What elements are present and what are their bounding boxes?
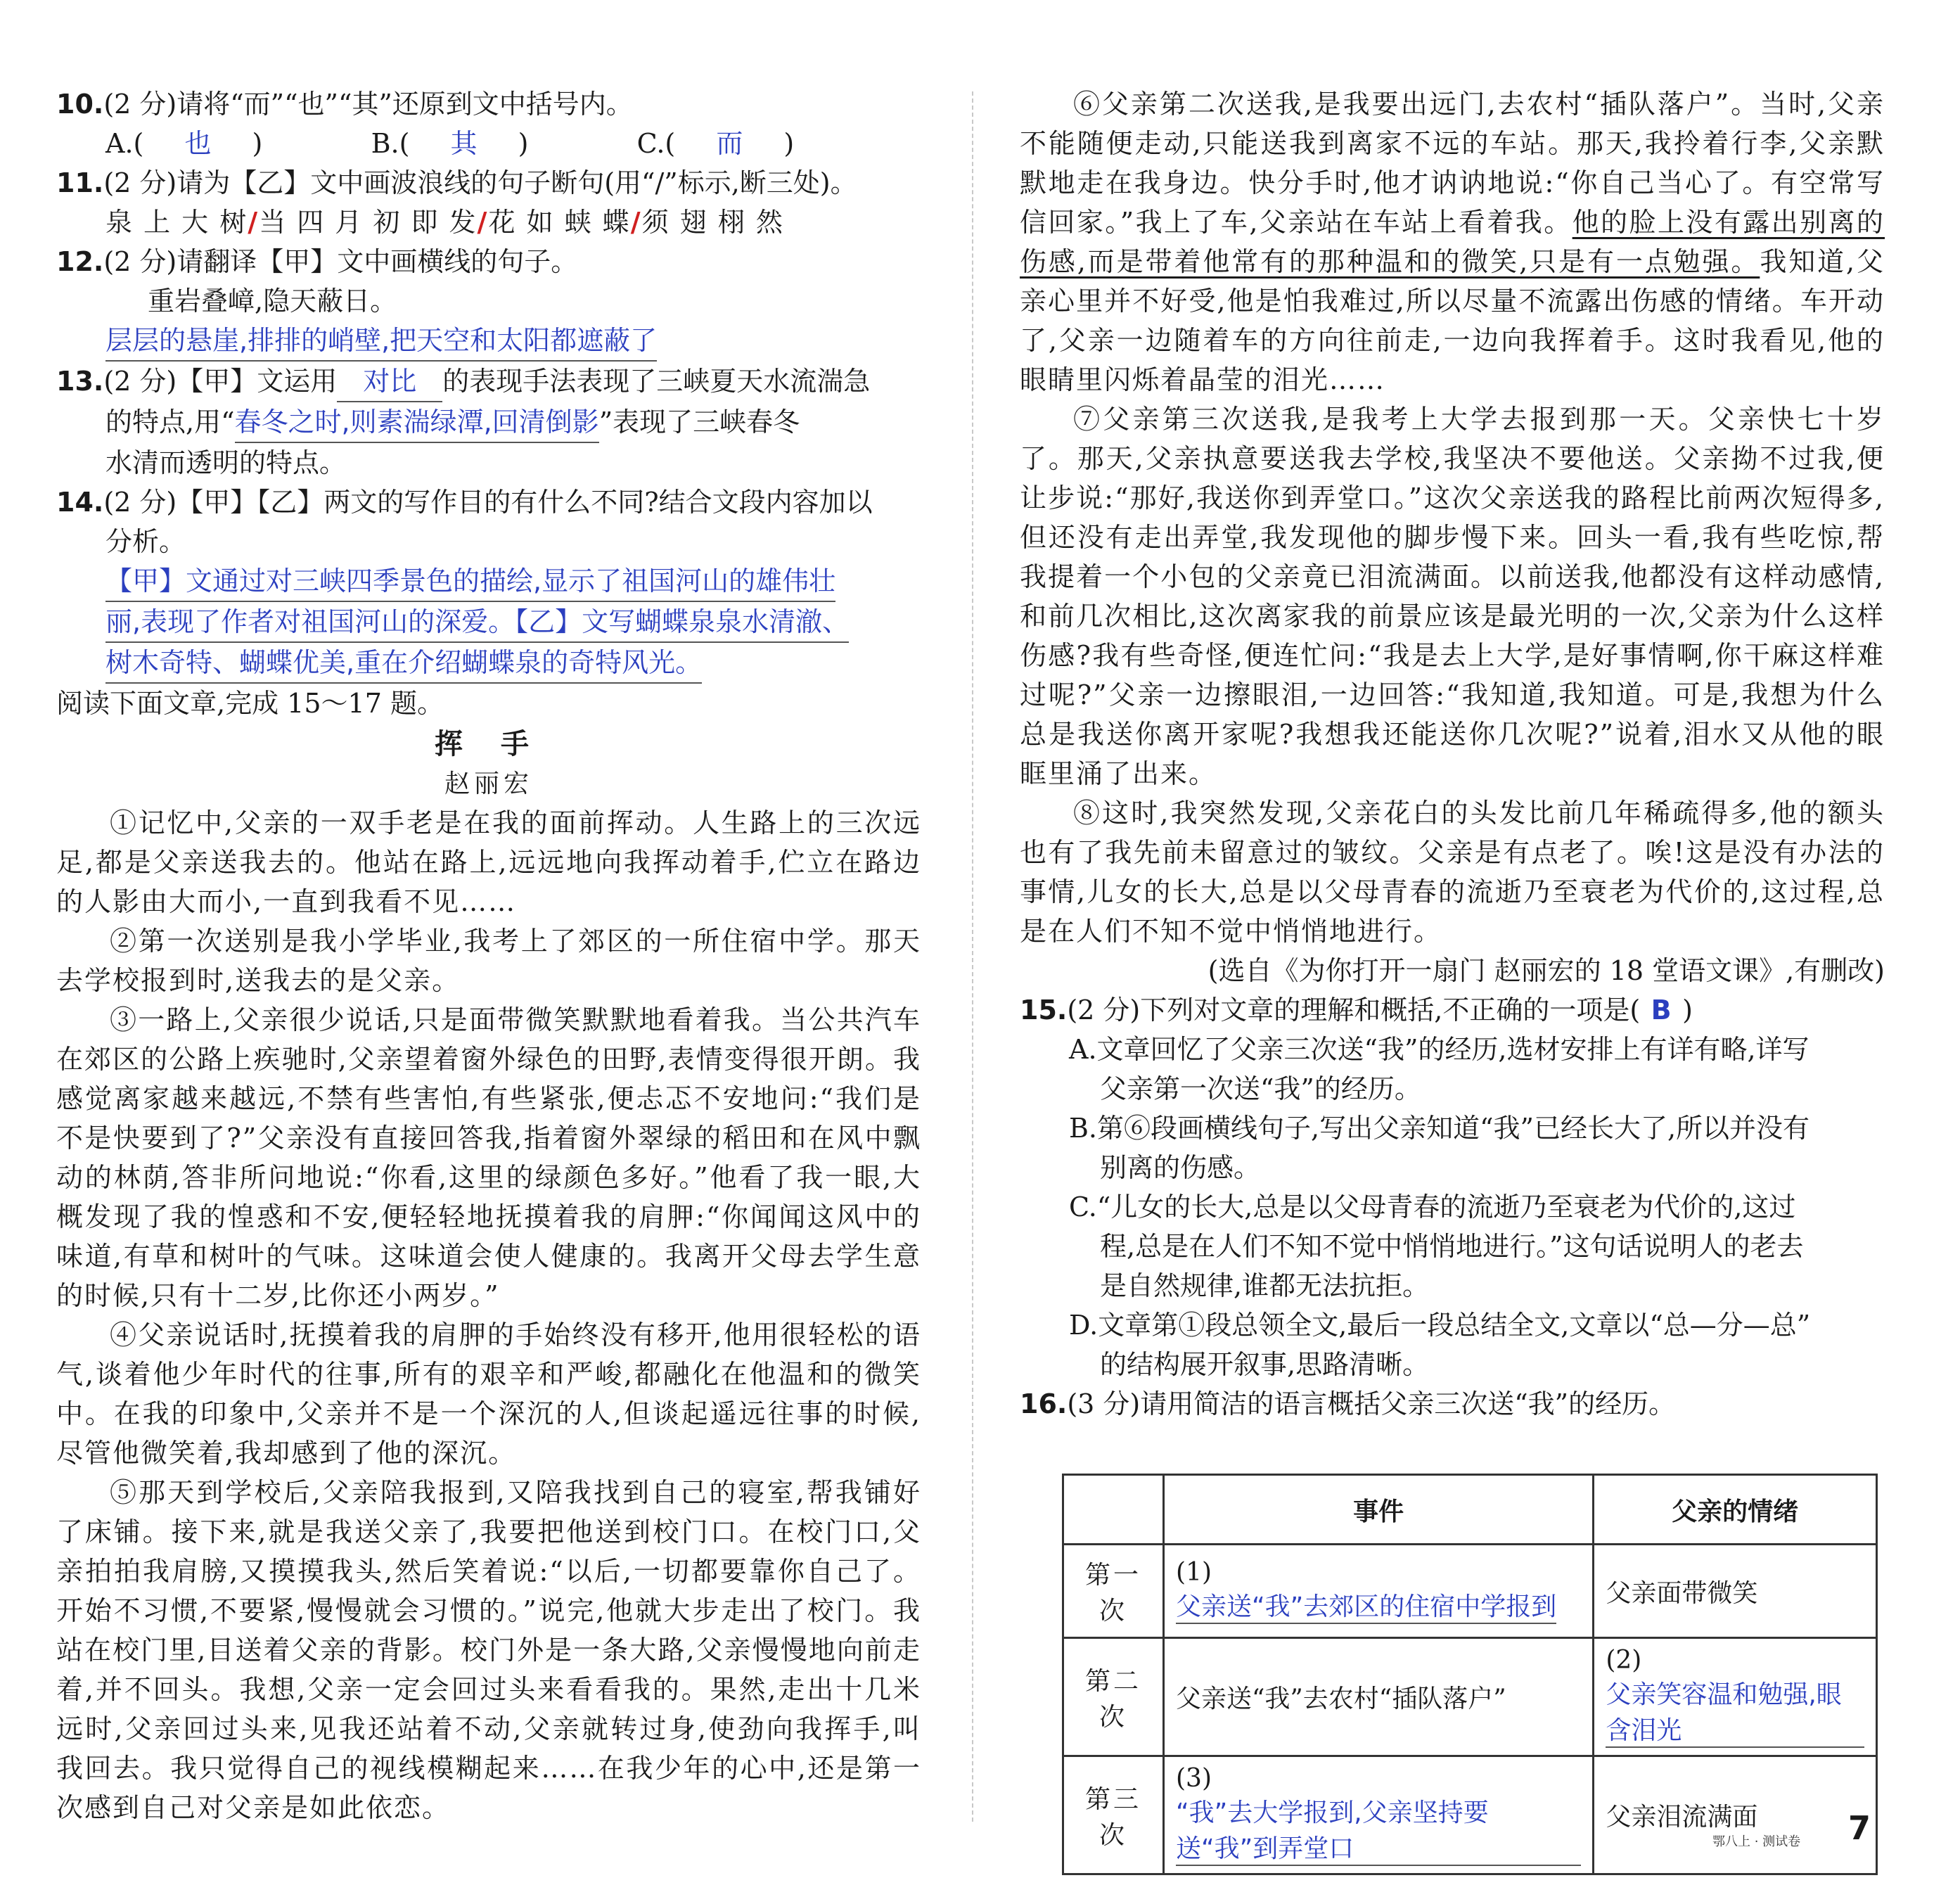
question-11 bbox=[56, 163, 921, 203]
cell-text: 父亲面带微笑 bbox=[1606, 1578, 1758, 1608]
answer-14-line: 丽,表现了作者对祖国河山的深爱。【乙】文写蝴蝶泉泉水清澈、 bbox=[105, 602, 849, 643]
article-title: 挥 手 bbox=[435, 727, 543, 760]
cell-text: 父亲送“我”去农村“插队落户” bbox=[1176, 1685, 1506, 1713]
question-10-options bbox=[56, 124, 921, 163]
column-divider bbox=[972, 91, 973, 1822]
option-text: 是自然规律,谁都无法抗拒。 bbox=[1100, 1270, 1430, 1301]
left-column bbox=[56, 84, 921, 1827]
table-row bbox=[1063, 1756, 1877, 1874]
answer-15: B bbox=[1651, 995, 1672, 1025]
question-text: (2 分)请翻译【甲】文中画横线的句子。 bbox=[103, 246, 578, 277]
option-text: 第⑥段画横线句子,写出父亲知道“我”已经长大了,所以并没有 bbox=[1097, 1113, 1810, 1144]
answer-14-line: 树木奇特、蝴蝶优美,重在介绍蝴蝶泉的奇特风光。 bbox=[105, 643, 702, 684]
option-text: 文章回忆了父亲三次送“我”的经历,选材安排上有详有略,详写 bbox=[1096, 1034, 1810, 1065]
question-text: 的特点,用“ bbox=[105, 407, 235, 437]
question-10 bbox=[56, 84, 921, 124]
paragraph-2: ②第一次送别是我小学毕业,我考上了郊区的一所住宿中学。那天去学校报到时,送我去的是父亲。 bbox=[56, 926, 921, 996]
answer-13-2: 春冬之时,则素湍绿潭,回清倒影 bbox=[235, 402, 599, 443]
answer-14-line: 【甲】文通过对三峡四季景色的描绘,显示了祖国河山的雄伟壮 bbox=[105, 561, 835, 602]
question-text: (2 分)下列对文章的理解和概括,不正确的一项是( bbox=[1067, 995, 1641, 1025]
answer-13-1: 对比 bbox=[337, 362, 442, 402]
option-text: 文章第①段总领全文,最后一段总结全文,文章以“总—分—总” bbox=[1098, 1310, 1811, 1341]
question-13-line2 bbox=[56, 402, 921, 443]
summary-table bbox=[1062, 1474, 1878, 1875]
answer-cell: “我”去大学报到,父亲坚持要送“我”到弄堂口 bbox=[1176, 1793, 1581, 1866]
cell-prefix: (3) bbox=[1176, 1764, 1212, 1793]
paragraph-5: ⑤那天到学校后,父亲陪我报到,又陪我找到自己的寝室,帮我铺好了床铺。接下来,就是我送父亲了,我要把他送到校门口。在校门口,父亲拍拍我肩膀,又摸摸我头,然后笑着说:“以后,一切都要靠你自己了。开始不习惯,不要紧,慢慢就会习惯的。”说完,他就大步走出了校门。我站在校门里,目送着父亲的背影。校门外是一条大路,父亲慢慢地向前走着,并不回头。我想,父亲一定会回过头来看看我的。果然,走出十几米远时,父亲回过头来,见我还站着不动,父亲就转过身,使劲向我挥手,叫我回去。我只觉得自己的视线模糊起来……在我少年的心中,还是第一次感到自己对父亲是如此依恋。 bbox=[56, 1477, 921, 1823]
row-label: 第二次 bbox=[1063, 1638, 1164, 1756]
option-text: 的结构展开叙事,思路清晰。 bbox=[1100, 1349, 1430, 1380]
cell-text: 父亲泪流满面 bbox=[1606, 1803, 1758, 1832]
question-16 bbox=[1020, 1384, 1885, 1424]
question-number: 15. bbox=[1020, 995, 1068, 1025]
footer-label: 鄂八上 · 测试卷 bbox=[1712, 1834, 1801, 1849]
quoted-sentence: 重岩叠嶂,隐天蔽日。 bbox=[148, 286, 397, 317]
table-corner bbox=[1063, 1475, 1164, 1545]
row-label: 第三次 bbox=[1063, 1756, 1164, 1874]
paragraph-4: ④父亲说话时,抚摸着我的肩胛的手始终没有移开,他用很轻松的语气,谈着他少年时代的往事,所有的艰辛和严峻,都融化在他温和的微笑中。在我的印象中,父亲并不是一个深沉的人,但谈起遥远往事的时候,尽管他微笑着,我却感到了他的深沉。 bbox=[56, 1320, 921, 1469]
question-text: 的表现手法表现了三峡夏天水流湍急 bbox=[442, 366, 871, 397]
option-label: D. bbox=[1069, 1310, 1099, 1341]
reading-intro: 阅读下面文章,完成 15～17 题。 bbox=[56, 688, 444, 719]
question-text: (3 分)请用简洁的语言概括父亲三次送“我”的经历。 bbox=[1067, 1388, 1676, 1419]
table-row bbox=[1063, 1638, 1877, 1756]
question-text: (2 分)请为【乙】文中画波浪线的句子断句(用“/”标示,断三处)。 bbox=[103, 167, 857, 198]
header-emotion: 父亲的情绪 bbox=[1594, 1475, 1877, 1545]
option-b-label: B.( bbox=[371, 128, 410, 159]
paren-close: ) bbox=[783, 128, 795, 159]
question-number: 11. bbox=[56, 167, 104, 198]
option-text: “儿女的长大,总是以父母青春的流逝乃至衰老为代价的,这过 bbox=[1096, 1191, 1796, 1222]
source-citation: (选自《为你打开一扇门 赵丽宏的 18 堂语文课》,有删改) bbox=[1208, 955, 1885, 986]
paren-close: ) bbox=[252, 128, 263, 159]
option-label: B. bbox=[1069, 1113, 1098, 1144]
answer-b: 其 bbox=[450, 128, 478, 159]
option-a-label: A.( bbox=[105, 128, 144, 159]
break-mark: / bbox=[630, 207, 642, 238]
event-cell bbox=[1164, 1756, 1594, 1874]
answer-cell: 父亲笑容温和勉强,眼含泪光 bbox=[1606, 1675, 1864, 1748]
answer-12: 层层的悬崖,排排的峭壁,把天空和太阳都遮蔽了 bbox=[105, 321, 657, 362]
question-15 bbox=[1020, 990, 1885, 1030]
answer-a: 也 bbox=[184, 128, 212, 159]
option-c-label: C.( bbox=[636, 128, 676, 159]
q15-option-d bbox=[1020, 1305, 1885, 1345]
cell-prefix: (2) bbox=[1606, 1646, 1642, 1675]
break-mark: / bbox=[248, 207, 260, 238]
question-number: 12. bbox=[56, 246, 104, 277]
question-text: (2 分)请将“而”“也”“其”还原到文中括号内。 bbox=[103, 89, 633, 120]
question-text: (2 分)【甲】文运用 bbox=[103, 366, 338, 397]
paragraph-text: ⑥父亲第二次送我,是我要出远门,去农村“插队落户”。当时,父亲不能随便走动,只能送我到离家不远的车站。那天,我拎着行李,父亲默默地走在我身边。快分手时,他才讷讷地说:“你自己当心了。有空常写信回家。”我上了车,父亲站在车站上看着我。 bbox=[1020, 89, 1885, 238]
question-text: 分析。 bbox=[105, 526, 186, 557]
option-label: A. bbox=[1069, 1034, 1097, 1065]
paragraph-6 bbox=[1020, 84, 1885, 400]
row-label: 第一次 bbox=[1063, 1545, 1164, 1638]
paragraph-7: ⑦父亲第三次送我,是我考上大学去报到那一天。父亲快七十岁了。那天,父亲执意要送我去学校,我坚决不要他送。父亲拗不过我,便让步说:“那好,我送你到弄堂口。”这次父亲送我的路程比前两次短得多,但还没有走出弄堂,我发现他的脚步慢下来。回头一看,我有些吃惊,帮我提着一个小包的父亲竟已泪流满面。以前送我,他都没有这样动感情,和前几次相比,这次离家我的前景应该是最光明的一次,父亲为什么这样伤感?我有些奇怪,便连忙问:“我是去上大学,是好事情啊,你干麻这样难过呢?”父亲一边擦眼泪,一边回答:“我知道,我知道。可是,我想为什么总是我送你离开家呢?我想我还能送你几次呢?”说着,泪水又从他的眼眶里涌了出来。 bbox=[1020, 404, 1885, 789]
table-row bbox=[1063, 1545, 1877, 1638]
question-11-sentence bbox=[56, 203, 921, 242]
header-event: 事件 bbox=[1164, 1475, 1594, 1545]
question-number: 10. bbox=[56, 89, 104, 120]
paragraph-1: ①记忆中,父亲的一双手老是在我的面前挥动。人生路上的三次远足,都是父亲送我去的。他站在路上,远远地向我挥动着手,伫立在路边的人影由大而小,一直到我看不见…… bbox=[56, 807, 921, 917]
paragraph-8: ⑧这时,我突然发现,父亲花白的头发比前几年稀疏得多,他的额头也有了我先前未留意过的皱纹。父亲是有点老了。唉!这是没有办法的事情,儿女的长大,总是以父母青春的流逝乃至衰老为代价的,这过程,总是在人们不知不觉中悄悄地进行。 bbox=[1020, 798, 1885, 947]
emotion-cell bbox=[1594, 1638, 1877, 1756]
right-column bbox=[1020, 84, 1885, 1424]
sentence-part: 花 如 蛱 蝶 bbox=[488, 207, 631, 238]
question-12 bbox=[56, 242, 921, 281]
paragraph-3: ③一路上,父亲很少说话,只是面带微笑默默地看着我。当公共汽车在郊区的公路上疾驰时,父亲望着窗外绿色的田野,表情变得很开朗。我感觉离家越来越远,不禁有些害怕,有些紧张,便忐忑不安地问:“我们是不是快要到了?”父亲没有直接回答我,指着窗外翠绿的稻田和在风中飘动的林荫,答非所问地说:“你看,这里的绿颜色多好。”他看了我一眼,大概发现了我的惶惑和不安,便轻轻地抚摸着我的肩胛:“你闻闻这风中的味道,有草和树叶的气味。这味道会使人健康的。我离开父母去学生意的时候,只有十二岁,比你还小两岁。” bbox=[56, 1004, 921, 1311]
underlined-sentence: 他的脸上没有露出别离的伤感,而是带着他常有的那种温和的微笑,只是有一点勉强。 bbox=[1020, 207, 1885, 277]
question-text: ”表现了三峡春冬 bbox=[598, 407, 800, 437]
break-mark: / bbox=[477, 207, 489, 238]
event-cell bbox=[1164, 1545, 1594, 1638]
page-number: 7 bbox=[1848, 1809, 1871, 1847]
question-14 bbox=[56, 483, 921, 522]
option-text: 别离的伤感。 bbox=[1100, 1152, 1261, 1183]
q15-option-a bbox=[1020, 1030, 1885, 1069]
option-text: 程,总是在人们不知不觉中悄悄地进行。”这句话说明人的老去 bbox=[1100, 1231, 1804, 1262]
q15-option-b bbox=[1020, 1108, 1885, 1148]
question-13 bbox=[56, 362, 921, 402]
question-number: 13. bbox=[56, 366, 104, 397]
answer-cell: 父亲送“我”去郊区的住宿中学报到 bbox=[1176, 1587, 1556, 1624]
article-author: 赵丽宏 bbox=[444, 769, 533, 798]
question-number: 14. bbox=[56, 487, 104, 518]
paren-close: ) bbox=[518, 128, 529, 159]
option-label: C. bbox=[1069, 1191, 1097, 1222]
paren-close: ) bbox=[1682, 995, 1693, 1025]
event-cell bbox=[1164, 1638, 1594, 1756]
emotion-cell bbox=[1594, 1756, 1877, 1874]
cell-prefix: (1) bbox=[1176, 1558, 1212, 1587]
sentence-part: 须 翅 栩 然 bbox=[641, 207, 784, 238]
paragraph-text: 我知道,父亲心里并不好受,他是怕我难过,所以尽量不流露出伤感的情绪。车开动了,父亲一边随着车的方向往前走,一边向我挥着手。这时我看见,他的眼睛里闪烁着晶莹的泪光…… bbox=[1020, 246, 1885, 395]
sentence-part: 泉 上 大 树 bbox=[105, 207, 248, 238]
q15-option-c bbox=[1020, 1187, 1885, 1227]
answer-c: 而 bbox=[716, 128, 743, 159]
table-header-row bbox=[1063, 1475, 1877, 1545]
question-text: (2 分)【甲】【乙】两文的写作目的有什么不同?结合文段内容加以 bbox=[103, 487, 873, 518]
option-text: 父亲第一次送“我”的经历。 bbox=[1100, 1073, 1421, 1104]
question-13-line3: 水清而透明的特点。 bbox=[105, 447, 347, 478]
emotion-cell bbox=[1594, 1545, 1877, 1638]
sentence-part: 当 四 月 初 即 发 bbox=[259, 207, 478, 238]
question-number: 16. bbox=[1020, 1388, 1068, 1419]
